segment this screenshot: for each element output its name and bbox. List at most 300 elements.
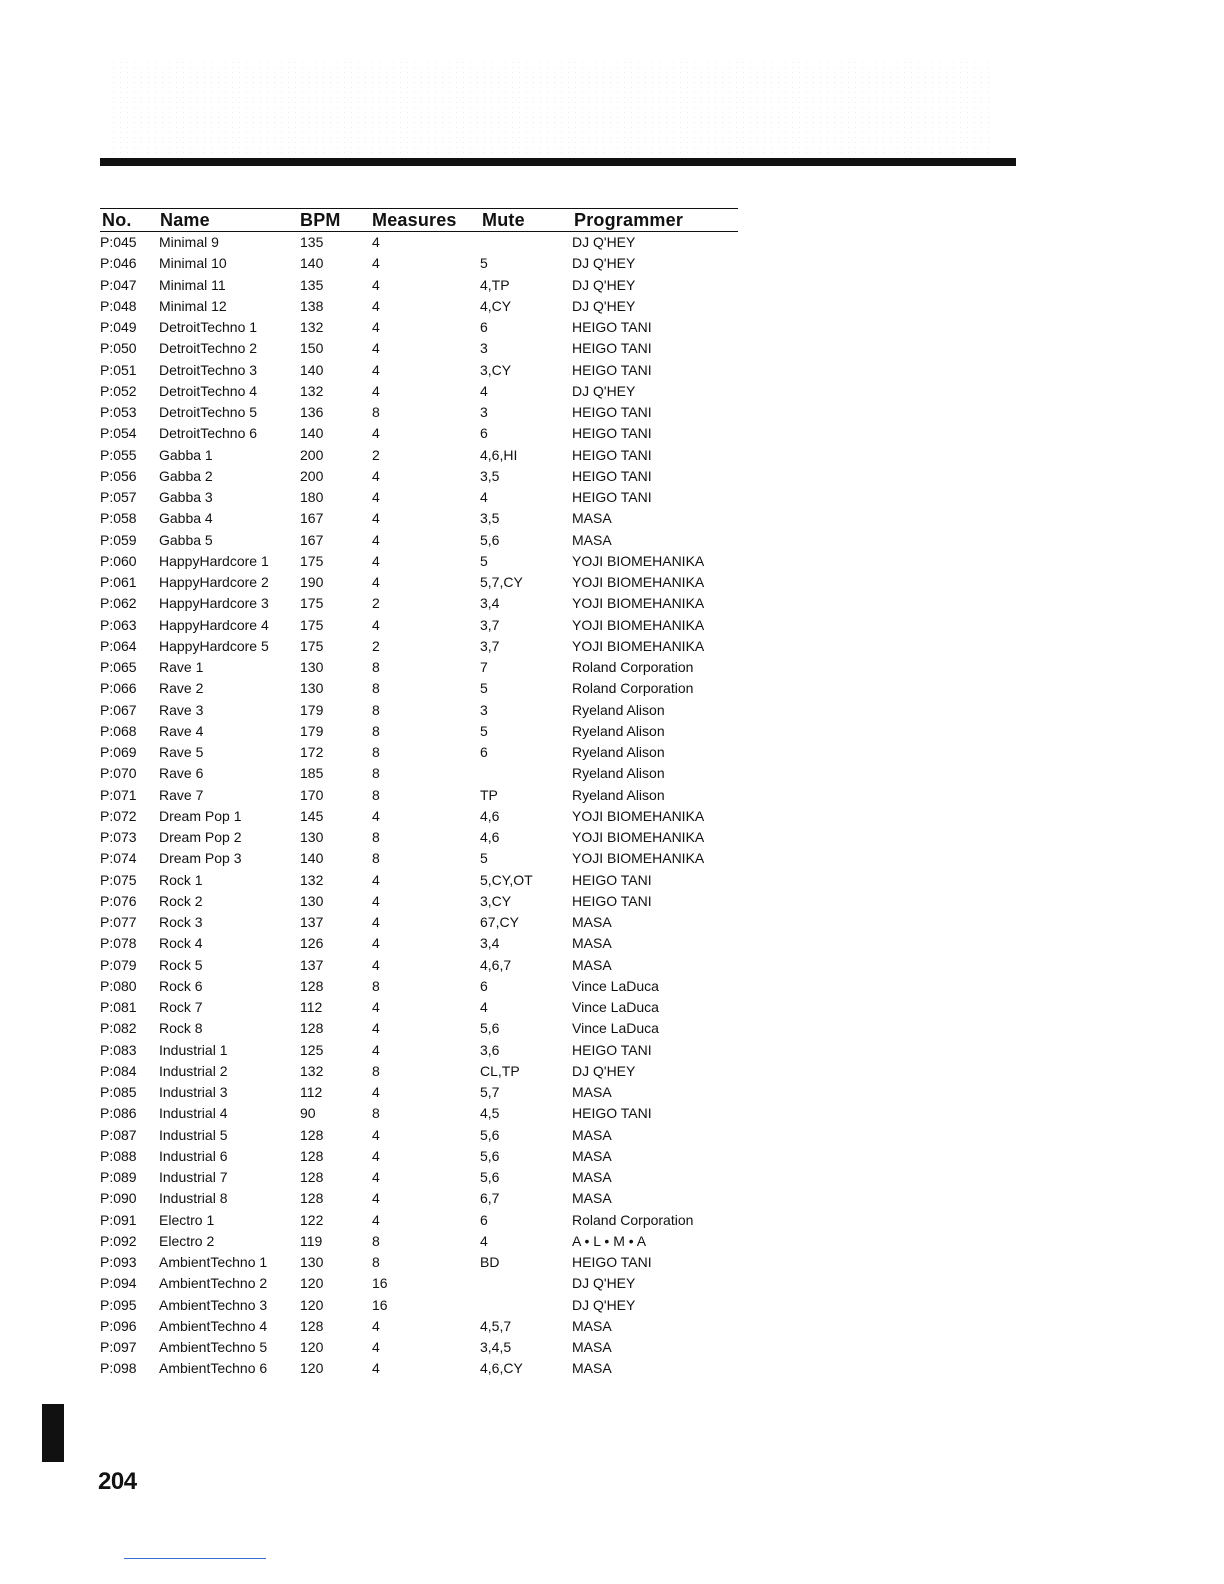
cell-no: P:060 bbox=[100, 552, 137, 569]
cell-measures: 4 bbox=[372, 871, 380, 888]
header-programmer: Programmer bbox=[574, 210, 684, 230]
cell-mute: 3 bbox=[480, 340, 488, 357]
cell-programmer: YOJI BIOMEHANIKA bbox=[572, 552, 705, 569]
cell-mute: 4,6,7 bbox=[480, 956, 512, 973]
cell-bpm: 190 bbox=[300, 574, 324, 590]
cell-programmer: HEIGO TANI bbox=[572, 489, 652, 505]
cell-programmer: Ryeland Alison bbox=[572, 786, 665, 803]
cell-mute: 4,CY bbox=[480, 297, 512, 314]
cell-name: Rock 8 bbox=[159, 1020, 203, 1037]
cell-name: Electro 2 bbox=[159, 1232, 215, 1249]
cell-no: P:072 bbox=[100, 807, 137, 824]
cell-measures: 8 bbox=[372, 722, 380, 739]
cell-mute: 5,6 bbox=[480, 1147, 500, 1164]
cell-mute: 6 bbox=[480, 1211, 488, 1228]
cell-programmer: DJ Q'HEY bbox=[572, 1296, 636, 1313]
cell-measures: 4 bbox=[372, 1020, 380, 1037]
cell-no: P:049 bbox=[100, 319, 137, 335]
cell-measures: 16 bbox=[372, 1296, 388, 1313]
cell-no: P:095 bbox=[100, 1296, 137, 1313]
cell-mute: 5 bbox=[480, 850, 488, 867]
table-row bbox=[100, 508, 738, 529]
cell-bpm: 112 bbox=[300, 1084, 323, 1100]
cell-measures: 4 bbox=[372, 531, 380, 548]
cell-name: AmbientTechno 1 bbox=[159, 1254, 268, 1270]
cell-programmer: HEIGO TANI bbox=[572, 319, 652, 335]
cell-programmer: DJ Q'HEY bbox=[572, 297, 636, 314]
cell-mute: 5 bbox=[480, 722, 488, 739]
cell-bpm: 170 bbox=[300, 786, 324, 803]
cell-bpm: 140 bbox=[300, 850, 324, 867]
table-row bbox=[100, 763, 738, 784]
cell-bpm: 167 bbox=[300, 531, 324, 548]
scan-noise-band bbox=[110, 60, 990, 155]
table-row bbox=[100, 1018, 738, 1039]
cell-programmer: Vince LaDuca bbox=[572, 1020, 659, 1037]
cell-measures: 8 bbox=[372, 680, 380, 697]
cell-name: AmbientTechno 2 bbox=[159, 1275, 268, 1292]
cell-programmer: YOJI BIOMEHANIKA bbox=[572, 574, 705, 590]
cell-bpm: 120 bbox=[300, 1339, 324, 1355]
cell-measures: 8 bbox=[372, 1232, 380, 1249]
cell-no: P:086 bbox=[100, 1105, 137, 1122]
cell-no: P:085 bbox=[100, 1084, 137, 1100]
header-bar bbox=[100, 158, 1016, 166]
cell-name: Rock 7 bbox=[159, 999, 203, 1015]
table-row bbox=[100, 933, 738, 954]
cell-bpm: 175 bbox=[300, 637, 324, 654]
table-row bbox=[100, 1316, 738, 1337]
cell-name: AmbientTechno 4 bbox=[159, 1317, 268, 1334]
table-row bbox=[100, 360, 738, 381]
table-row bbox=[100, 1103, 738, 1124]
cell-name: HappyHardcore 5 bbox=[159, 637, 269, 654]
cell-no: P:070 bbox=[100, 765, 137, 782]
cell-measures: 2 bbox=[372, 637, 380, 654]
cell-mute: 3,4 bbox=[480, 595, 500, 612]
cell-name: DetroitTechno 1 bbox=[159, 319, 258, 335]
cell-measures: 4 bbox=[372, 297, 380, 314]
cell-no: P:065 bbox=[100, 659, 137, 675]
cell-mute: 3,5 bbox=[480, 510, 500, 527]
cell-name: Industrial 8 bbox=[159, 1190, 228, 1207]
cell-measures: 2 bbox=[372, 446, 380, 463]
cell-mute: 6 bbox=[480, 744, 488, 760]
cell-name: Rock 4 bbox=[159, 935, 203, 952]
cell-measures: 4 bbox=[372, 1211, 380, 1228]
cell-name: AmbientTechno 6 bbox=[159, 1360, 268, 1377]
cell-measures: 4 bbox=[372, 1339, 380, 1355]
cell-bpm: 120 bbox=[300, 1360, 324, 1377]
cell-measures: 4 bbox=[372, 1126, 380, 1143]
cell-measures: 8 bbox=[372, 1062, 380, 1079]
cell-mute: 5,CY,OT bbox=[480, 871, 533, 888]
cell-no: P:091 bbox=[100, 1211, 137, 1228]
cell-programmer: HEIGO TANI bbox=[572, 467, 652, 484]
page-number: 204 bbox=[98, 1468, 137, 1495]
thumb-index-tab bbox=[42, 1404, 64, 1462]
cell-no: P:090 bbox=[100, 1190, 137, 1207]
cell-name: Electro 1 bbox=[159, 1211, 215, 1228]
table-row bbox=[100, 870, 738, 891]
cell-bpm: 122 bbox=[300, 1211, 324, 1228]
cell-programmer: Ryeland Alison bbox=[572, 744, 665, 760]
cell-programmer: MASA bbox=[572, 914, 612, 930]
cell-name: Rock 2 bbox=[159, 892, 203, 909]
cell-mute: 5,7 bbox=[480, 1084, 500, 1100]
cell-name: Minimal 11 bbox=[159, 276, 226, 293]
cell-no: P:076 bbox=[100, 892, 137, 909]
cell-measures: 4 bbox=[372, 999, 380, 1015]
cell-bpm: 119 bbox=[300, 1232, 323, 1249]
cell-programmer: YOJI BIOMEHANIKA bbox=[572, 850, 705, 867]
cell-name: Rave 3 bbox=[159, 701, 204, 718]
table-row bbox=[100, 848, 738, 869]
pattern-table bbox=[100, 208, 738, 1380]
cell-bpm: 120 bbox=[300, 1296, 324, 1313]
cell-programmer: MASA bbox=[572, 1190, 612, 1207]
cell-programmer: HEIGO TANI bbox=[572, 361, 652, 378]
table-header-row bbox=[100, 208, 738, 232]
table-row bbox=[100, 338, 738, 359]
cell-programmer: DJ Q'HEY bbox=[572, 1275, 636, 1292]
cell-measures: 8 bbox=[372, 659, 380, 675]
cell-measures: 8 bbox=[372, 786, 380, 803]
cell-measures: 4 bbox=[372, 1041, 380, 1058]
cell-name: Industrial 5 bbox=[159, 1126, 228, 1143]
cell-programmer: DJ Q'HEY bbox=[572, 255, 636, 272]
cell-programmer: Roland Corporation bbox=[572, 1211, 694, 1228]
cell-programmer: Ryeland Alison bbox=[572, 722, 665, 739]
cell-no: P:064 bbox=[100, 637, 137, 654]
header-measures: Measures bbox=[372, 210, 457, 230]
cell-no: P:051 bbox=[100, 361, 137, 378]
table-row bbox=[100, 1167, 738, 1188]
cell-mute: 3,CY bbox=[480, 361, 512, 378]
cell-name: Gabba 4 bbox=[159, 510, 213, 527]
table-row bbox=[100, 551, 738, 572]
cell-no: P:088 bbox=[100, 1147, 137, 1164]
cell-measures: 4 bbox=[372, 1147, 380, 1164]
table-row bbox=[100, 593, 738, 614]
cell-mute: 4,5,7 bbox=[480, 1317, 512, 1334]
cell-no: P:063 bbox=[100, 616, 137, 633]
cell-name: Rave 5 bbox=[159, 744, 204, 760]
cell-no: P:068 bbox=[100, 722, 137, 739]
cell-measures: 8 bbox=[372, 765, 380, 782]
cell-no: P:066 bbox=[100, 680, 137, 697]
cell-bpm: 172 bbox=[300, 744, 324, 760]
cell-programmer: MASA bbox=[572, 1126, 612, 1143]
cell-bpm: 130 bbox=[300, 680, 324, 697]
header-no: No. bbox=[102, 210, 132, 230]
cell-name: HappyHardcore 3 bbox=[159, 595, 269, 612]
cell-measures: 4 bbox=[372, 1190, 380, 1207]
table-row bbox=[100, 657, 738, 678]
cell-mute: 3 bbox=[480, 404, 488, 420]
cell-mute: 4,6,HI bbox=[480, 446, 518, 463]
cell-mute: 4,6 bbox=[480, 807, 500, 824]
cell-no: P:096 bbox=[100, 1317, 137, 1334]
cell-mute: 4,6 bbox=[480, 829, 500, 845]
cell-measures: 8 bbox=[372, 404, 380, 420]
cell-programmer: YOJI BIOMEHANIKA bbox=[572, 637, 705, 654]
cell-mute: 3,6 bbox=[480, 1041, 500, 1058]
cell-name: HappyHardcore 2 bbox=[159, 574, 269, 590]
cell-name: DetroitTechno 4 bbox=[159, 382, 258, 399]
table-row bbox=[100, 423, 738, 444]
cell-no: P:075 bbox=[100, 871, 137, 888]
cell-name: DetroitTechno 6 bbox=[159, 425, 258, 442]
cell-programmer: Vince LaDuca bbox=[572, 977, 659, 994]
cell-mute: TP bbox=[480, 786, 498, 803]
cell-no: P:059 bbox=[100, 531, 137, 548]
cell-programmer: YOJI BIOMEHANIKA bbox=[572, 829, 705, 845]
cell-no: P:047 bbox=[100, 276, 137, 293]
cell-no: P:073 bbox=[100, 829, 137, 845]
cell-no: P:052 bbox=[100, 382, 137, 399]
cell-measures: 4 bbox=[372, 935, 380, 952]
cell-name: Minimal 12 bbox=[159, 297, 227, 314]
cell-mute: 4,5 bbox=[480, 1105, 500, 1122]
cell-programmer: MASA bbox=[572, 531, 612, 548]
cell-programmer: Ryeland Alison bbox=[572, 701, 665, 718]
table-row bbox=[100, 700, 738, 721]
cell-bpm: 130 bbox=[300, 659, 324, 675]
table-row bbox=[100, 1040, 738, 1061]
cell-name: Rave 7 bbox=[159, 786, 204, 803]
table-body bbox=[100, 232, 738, 1380]
cell-programmer: HEIGO TANI bbox=[572, 446, 652, 463]
cell-name: Rock 5 bbox=[159, 956, 203, 973]
cell-measures: 4 bbox=[372, 255, 380, 272]
cell-name: HappyHardcore 1 bbox=[159, 552, 269, 569]
table-row bbox=[100, 827, 738, 848]
cell-measures: 4 bbox=[372, 276, 380, 293]
cell-no: P:069 bbox=[100, 744, 137, 760]
cell-bpm: 179 bbox=[300, 701, 324, 718]
cell-bpm: 140 bbox=[300, 425, 324, 442]
cell-programmer: DJ Q'HEY bbox=[572, 234, 636, 250]
cell-measures: 4 bbox=[372, 914, 380, 930]
cell-programmer: MASA bbox=[572, 956, 612, 973]
table-row bbox=[100, 742, 738, 763]
cell-programmer: HEIGO TANI bbox=[572, 892, 652, 909]
cell-mute: 3 bbox=[480, 701, 488, 718]
cell-bpm: 128 bbox=[300, 1190, 324, 1207]
cell-no: P:046 bbox=[100, 255, 137, 272]
table-row bbox=[100, 721, 738, 742]
cell-mute: CL,TP bbox=[480, 1062, 520, 1079]
cell-programmer: MASA bbox=[572, 1147, 612, 1164]
table-row bbox=[100, 806, 738, 827]
cell-measures: 4 bbox=[372, 382, 380, 399]
cell-no: P:087 bbox=[100, 1126, 137, 1143]
cell-no: P:071 bbox=[100, 786, 137, 803]
cell-mute: 4 bbox=[480, 999, 488, 1015]
cell-measures: 4 bbox=[372, 1360, 380, 1377]
cell-programmer: YOJI BIOMEHANIKA bbox=[572, 616, 705, 633]
cell-no: P:055 bbox=[100, 446, 137, 463]
cell-name: DetroitTechno 5 bbox=[159, 404, 258, 420]
cell-no: P:098 bbox=[100, 1360, 137, 1377]
cell-mute: 7 bbox=[480, 659, 488, 675]
cell-programmer: Ryeland Alison bbox=[572, 765, 665, 782]
cell-bpm: 175 bbox=[300, 616, 324, 633]
table-row bbox=[100, 445, 738, 466]
cell-mute: 6 bbox=[480, 977, 488, 994]
cell-programmer: DJ Q'HEY bbox=[572, 276, 636, 293]
cell-measures: 4 bbox=[372, 1084, 380, 1100]
cell-programmer: YOJI BIOMEHANIKA bbox=[572, 807, 705, 824]
cell-bpm: 130 bbox=[300, 892, 324, 909]
table-row bbox=[100, 955, 738, 976]
cell-programmer: Vince LaDuca bbox=[572, 999, 659, 1015]
table-row bbox=[100, 275, 738, 296]
cell-bpm: 132 bbox=[300, 871, 324, 888]
cell-bpm: 167 bbox=[300, 510, 324, 527]
cell-bpm: 128 bbox=[300, 1020, 324, 1037]
cell-programmer: MASA bbox=[572, 1084, 612, 1100]
cell-no: P:054 bbox=[100, 425, 137, 442]
cell-name: Industrial 3 bbox=[159, 1084, 228, 1100]
cell-bpm: 138 bbox=[300, 297, 324, 314]
cell-measures: 4 bbox=[372, 552, 380, 569]
cell-programmer: MASA bbox=[572, 510, 612, 527]
cell-bpm: 145 bbox=[300, 807, 324, 824]
cell-mute: 5,6 bbox=[480, 531, 500, 548]
cell-bpm: 136 bbox=[300, 404, 324, 420]
cell-bpm: 137 bbox=[300, 914, 324, 930]
cell-no: P:079 bbox=[100, 956, 137, 973]
cell-name: DetroitTechno 3 bbox=[159, 361, 258, 378]
cell-bpm: 140 bbox=[300, 255, 324, 272]
table-row bbox=[100, 615, 738, 636]
cell-bpm: 128 bbox=[300, 1126, 324, 1143]
cell-name: HappyHardcore 4 bbox=[159, 616, 269, 633]
table-row bbox=[100, 1273, 738, 1294]
cell-bpm: 130 bbox=[300, 829, 324, 845]
cell-mute: 4,TP bbox=[480, 276, 510, 293]
cell-mute: 3,CY bbox=[480, 892, 512, 909]
cell-no: P:048 bbox=[100, 297, 137, 314]
cell-measures: 4 bbox=[372, 319, 380, 335]
cell-bpm: 185 bbox=[300, 765, 324, 782]
cell-name: Industrial 1 bbox=[159, 1041, 228, 1058]
cell-no: P:089 bbox=[100, 1169, 137, 1185]
table-row bbox=[100, 1252, 738, 1273]
table-row bbox=[100, 1231, 738, 1252]
cell-no: P:081 bbox=[100, 999, 137, 1015]
cell-mute: 3,4 bbox=[480, 935, 500, 952]
cell-mute: 6,7 bbox=[480, 1190, 500, 1207]
cell-name: Gabba 2 bbox=[159, 467, 213, 484]
cell-bpm: 130 bbox=[300, 1254, 324, 1270]
cell-measures: 8 bbox=[372, 744, 380, 760]
cell-measures: 4 bbox=[372, 489, 380, 505]
cell-measures: 4 bbox=[372, 574, 380, 590]
table-row bbox=[100, 1358, 738, 1379]
cell-no: P:082 bbox=[100, 1020, 137, 1037]
cell-programmer: MASA bbox=[572, 1169, 612, 1185]
cell-name: DetroitTechno 2 bbox=[159, 340, 258, 357]
table-row bbox=[100, 381, 738, 402]
cell-no: P:094 bbox=[100, 1275, 137, 1292]
cell-measures: 4 bbox=[372, 1169, 380, 1185]
footer-rule bbox=[124, 1558, 266, 1559]
cell-programmer: HEIGO TANI bbox=[572, 1254, 652, 1270]
cell-programmer: Roland Corporation bbox=[572, 659, 694, 675]
cell-name: Rock 3 bbox=[159, 914, 203, 930]
cell-no: P:077 bbox=[100, 914, 137, 930]
cell-measures: 4 bbox=[372, 807, 380, 824]
cell-mute: 6 bbox=[480, 319, 488, 335]
cell-name: Dream Pop 3 bbox=[159, 850, 242, 867]
cell-programmer: HEIGO TANI bbox=[572, 340, 652, 357]
cell-name: Rock 1 bbox=[159, 871, 203, 888]
cell-programmer: A • L • M • A bbox=[572, 1232, 647, 1249]
cell-measures: 4 bbox=[372, 467, 380, 484]
cell-name: Industrial 2 bbox=[159, 1062, 228, 1079]
cell-name: Minimal 9 bbox=[159, 234, 219, 250]
cell-no: P:074 bbox=[100, 850, 137, 867]
cell-mute: 5,6 bbox=[480, 1126, 500, 1143]
cell-mute: 4,6,CY bbox=[480, 1360, 523, 1377]
header-bpm: BPM bbox=[300, 210, 341, 230]
cell-mute: 3,5 bbox=[480, 467, 500, 484]
cell-measures: 4 bbox=[372, 361, 380, 378]
cell-no: P:057 bbox=[100, 489, 137, 505]
cell-no: P:080 bbox=[100, 977, 137, 994]
cell-programmer: HEIGO TANI bbox=[572, 1041, 652, 1058]
table-row bbox=[100, 1210, 738, 1231]
header-mute: Mute bbox=[482, 210, 525, 230]
cell-bpm: 137 bbox=[300, 956, 324, 973]
cell-measures: 4 bbox=[372, 956, 380, 973]
cell-bpm: 179 bbox=[300, 722, 324, 739]
cell-bpm: 128 bbox=[300, 1147, 324, 1164]
cell-measures: 4 bbox=[372, 425, 380, 442]
cell-name: Industrial 6 bbox=[159, 1147, 228, 1164]
table-row bbox=[100, 572, 738, 593]
cell-measures: 4 bbox=[372, 892, 380, 909]
table-row bbox=[100, 785, 738, 806]
cell-name: Dream Pop 1 bbox=[159, 807, 242, 824]
table-row bbox=[100, 636, 738, 657]
cell-mute: 4 bbox=[480, 382, 488, 399]
cell-bpm: 126 bbox=[300, 935, 324, 952]
cell-programmer: DJ Q'HEY bbox=[572, 1062, 636, 1079]
table-row bbox=[100, 1337, 738, 1358]
cell-mute: 5 bbox=[480, 552, 488, 569]
cell-bpm: 135 bbox=[300, 234, 324, 250]
cell-programmer: HEIGO TANI bbox=[572, 425, 652, 442]
table-row bbox=[100, 317, 738, 338]
cell-mute: 6 bbox=[480, 425, 488, 442]
cell-mute: 3,4,5 bbox=[480, 1339, 512, 1355]
cell-measures: 8 bbox=[372, 1105, 380, 1122]
table-row bbox=[100, 997, 738, 1018]
cell-programmer: HEIGO TANI bbox=[572, 1105, 652, 1122]
cell-measures: 8 bbox=[372, 1254, 380, 1270]
cell-no: P:062 bbox=[100, 595, 137, 612]
table-row bbox=[100, 1125, 738, 1146]
table-row bbox=[100, 466, 738, 487]
cell-programmer: DJ Q'HEY bbox=[572, 382, 636, 399]
cell-no: P:092 bbox=[100, 1232, 137, 1249]
cell-mute: 3,7 bbox=[480, 637, 500, 654]
cell-measures: 4 bbox=[372, 340, 380, 357]
